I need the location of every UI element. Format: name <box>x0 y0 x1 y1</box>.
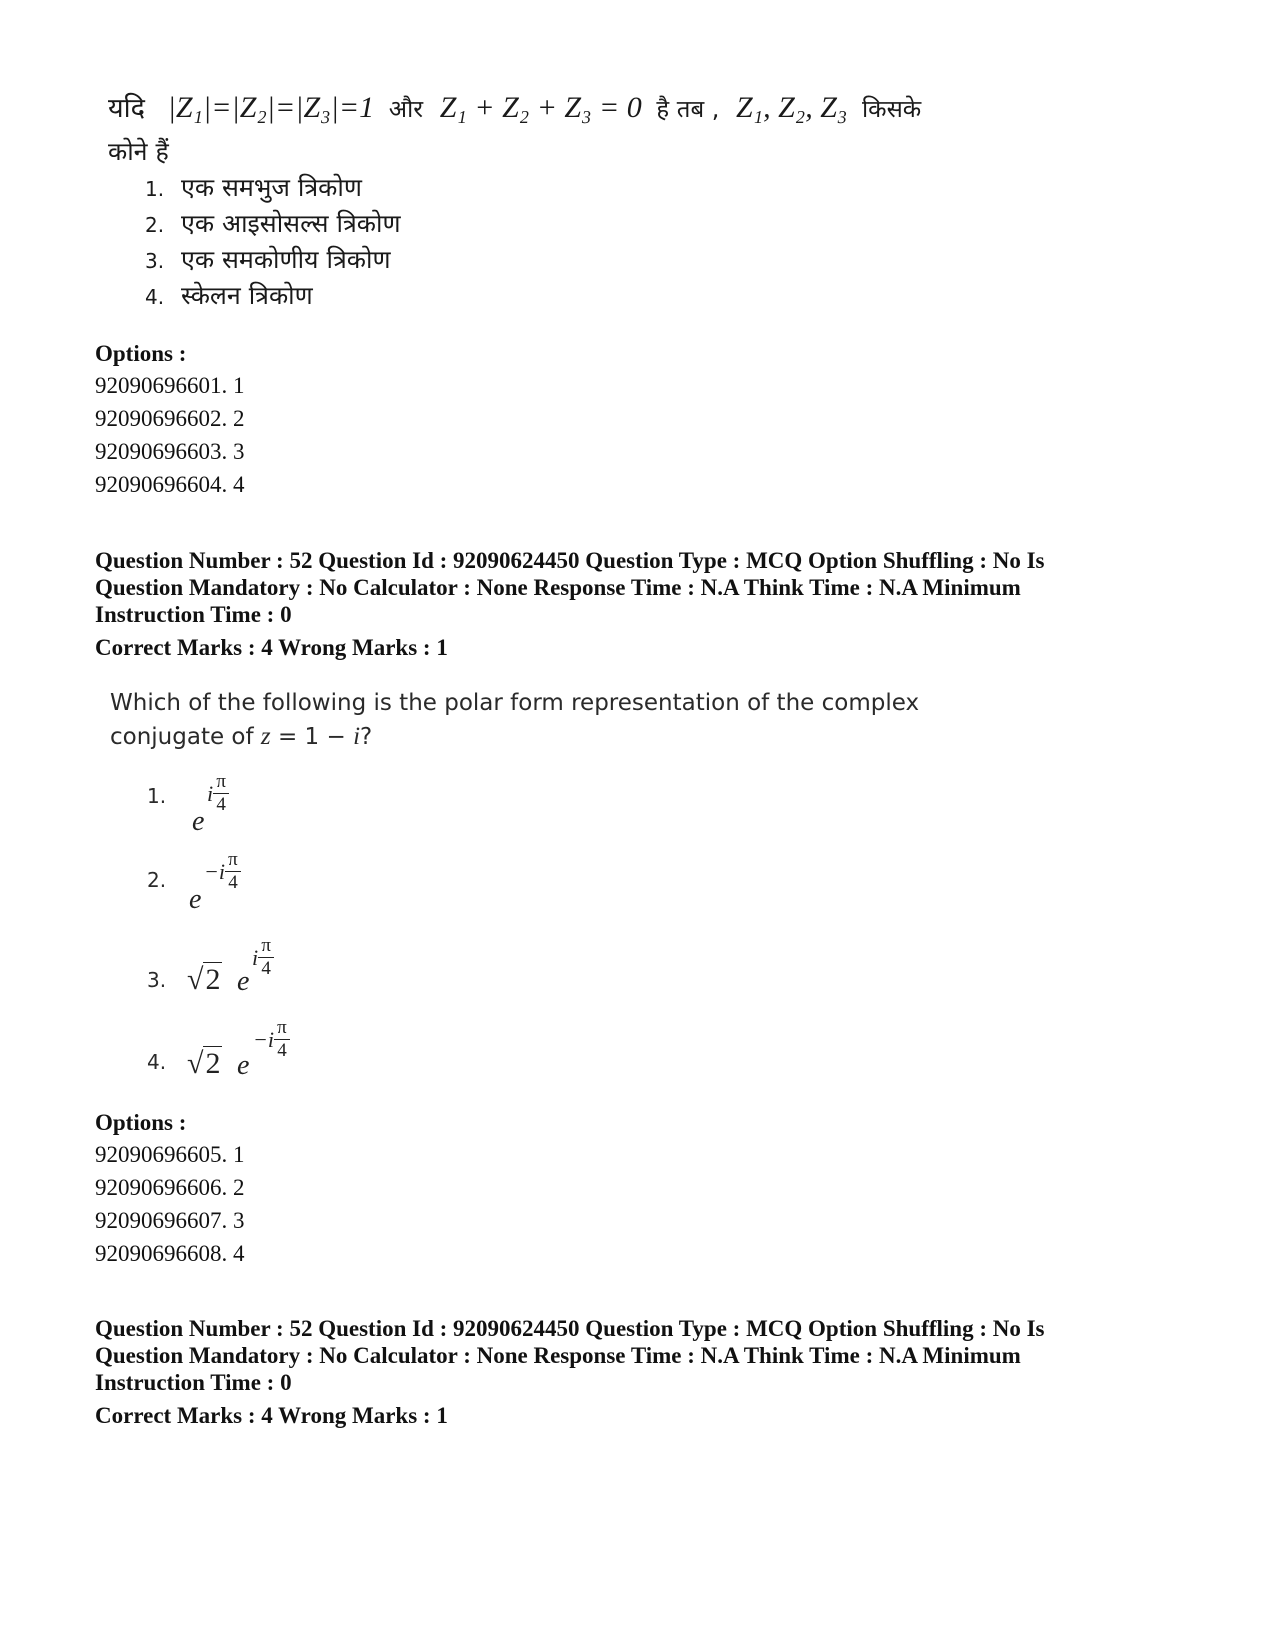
q2-choice-number: 1. <box>147 784 167 808</box>
q2-option-4: 92090696608. 4 <box>95 1241 245 1266</box>
marks-line: Correct Marks : 4 Wrong Marks : 1 <box>95 635 448 660</box>
q2-choice-number: 2. <box>147 868 167 892</box>
q1-options-list <box>95 373 245 505</box>
q2-options-list <box>95 1142 245 1274</box>
sqrt-radicand: 2 <box>205 1047 221 1080</box>
q2-choice-exponent <box>207 772 229 815</box>
q1-then-word: है तब , <box>656 95 720 123</box>
fraction-denominator: 4 <box>261 958 271 979</box>
q2-choice-coefficient <box>187 1046 222 1081</box>
q2-option-1: 92090696605. 1 <box>95 1142 245 1167</box>
meta-line: Question Number : 52 Question Id : 92090624450 Question Type : MCQ Option Shuffling : No Is <box>95 548 1045 573</box>
q2-choice-1 <box>147 768 447 838</box>
meta-line: Question Mandatory : No Calculator : None Response Time : N.A Think Time : N.A Minimum <box>95 1343 1021 1368</box>
q1-condition-sum: Z₁ + Z₂ + Z₃ = 0 <box>439 91 642 124</box>
q2-option-2: 92090696606. 2 <box>95 1175 245 1200</box>
q2-question-line2 <box>110 720 919 754</box>
fraction-denominator: 4 <box>228 872 238 893</box>
q1-intro-word: यदि <box>108 93 145 124</box>
question-meta-1 <box>95 547 1205 661</box>
meta-line: Instruction Time : 0 <box>95 602 292 627</box>
q2-choice-base: e <box>237 1050 250 1081</box>
exponent-fraction <box>213 772 229 815</box>
q2-line2-mid: = 1 − <box>270 724 354 750</box>
sqrt-icon: √ <box>187 1047 204 1080</box>
exponent-fraction <box>274 1018 290 1061</box>
q2-choice-exponent <box>253 1018 290 1061</box>
q2-variable-z: z <box>260 723 271 750</box>
q2-choice-number: 3. <box>147 968 167 992</box>
q2-choice-base: e <box>192 806 205 837</box>
q2-line2-prefix: conjugate of <box>110 724 261 750</box>
q2-option-3: 92090696607. 3 <box>95 1208 245 1233</box>
q1-choice-number: 3. <box>145 249 165 273</box>
exponent-fraction <box>258 936 274 979</box>
q1-and-word: और <box>388 95 424 123</box>
fraction-denominator: 4 <box>216 794 226 815</box>
q1-option-3: 92090696603. 3 <box>95 439 245 464</box>
q1-question-line1 <box>108 88 921 125</box>
q2-choice-exponent <box>204 850 241 893</box>
q2-choice-exponent <box>252 936 274 979</box>
exponent-prefix: −i <box>204 858 225 884</box>
meta-line: Instruction Time : 0 <box>95 1370 292 1395</box>
exponent-fraction <box>225 850 241 893</box>
fraction-numerator: π <box>228 849 238 870</box>
q1-choice-4 <box>145 278 401 314</box>
q2-choice-4 <box>147 1018 447 1088</box>
q1-option-1: 92090696601. 1 <box>95 373 245 398</box>
q1-whose-word: किसके <box>861 95 922 123</box>
fraction-denominator: 4 <box>277 1040 287 1061</box>
exponent-prefix: −i <box>253 1026 274 1052</box>
fraction-numerator: π <box>216 771 226 792</box>
q1-variables: Z₁, Z₂, Z₃ <box>736 91 848 124</box>
q2-choice-coefficient <box>187 962 222 997</box>
q2-variable-i: i <box>353 723 361 750</box>
q1-choice-text: एक समकोणीय त्रिकोण <box>181 245 391 274</box>
q1-condition-modulus: |Z₁|=|Z₂|=|Z₃|=1 <box>167 91 375 124</box>
q2-options-label: Options : <box>95 1110 187 1135</box>
sqrt-radicand: 2 <box>205 963 221 996</box>
question-meta-2 <box>95 1315 1205 1429</box>
meta-line: Question Mandatory : No Calculator : None Response Time : N.A Think Time : N.A Minimum <box>95 575 1021 600</box>
q1-choice-1 <box>145 170 401 206</box>
q2-choice-3 <box>147 936 447 1006</box>
q1-choice-3 <box>145 242 401 278</box>
marks-line: Correct Marks : 4 Wrong Marks : 1 <box>95 1403 448 1428</box>
q1-option-4: 92090696604. 4 <box>95 472 245 497</box>
q1-options-label: Options : <box>95 341 187 366</box>
q1-choice-2 <box>145 206 401 242</box>
q2-choice-base: e <box>189 884 202 915</box>
q2-choice-2 <box>147 846 447 916</box>
q1-choice-text: एक आइसोसल्स त्रिकोण <box>181 209 401 238</box>
q1-choice-number: 2. <box>145 213 165 237</box>
exponent-prefix: i <box>252 944 259 970</box>
q2-question-line1: Which of the following is the polar form representation of the complex <box>110 690 920 716</box>
fraction-numerator: π <box>261 935 271 956</box>
q1-question-line2: कोने हैं <box>108 137 169 166</box>
q1-choice-text: एक समभुज त्रिकोण <box>181 173 362 202</box>
exponent-prefix: i <box>207 780 214 806</box>
q2-choice-number: 4. <box>147 1050 167 1074</box>
meta-line: Question Number : 52 Question Id : 92090624450 Question Type : MCQ Option Shuffling : No Is <box>95 1316 1045 1341</box>
q1-choice-number: 1. <box>145 177 165 201</box>
q2-choice-base: e <box>237 966 250 997</box>
q1-choice-list <box>145 170 401 314</box>
q2-question-text <box>110 686 919 754</box>
q2-line2-suffix: ? <box>360 724 373 750</box>
q1-option-2: 92090696602. 2 <box>95 406 245 431</box>
fraction-numerator: π <box>277 1017 287 1038</box>
q1-choice-text: स्केलन त्रिकोण <box>181 281 313 310</box>
sqrt-icon: √ <box>187 963 204 996</box>
q1-choice-number: 4. <box>145 285 165 309</box>
